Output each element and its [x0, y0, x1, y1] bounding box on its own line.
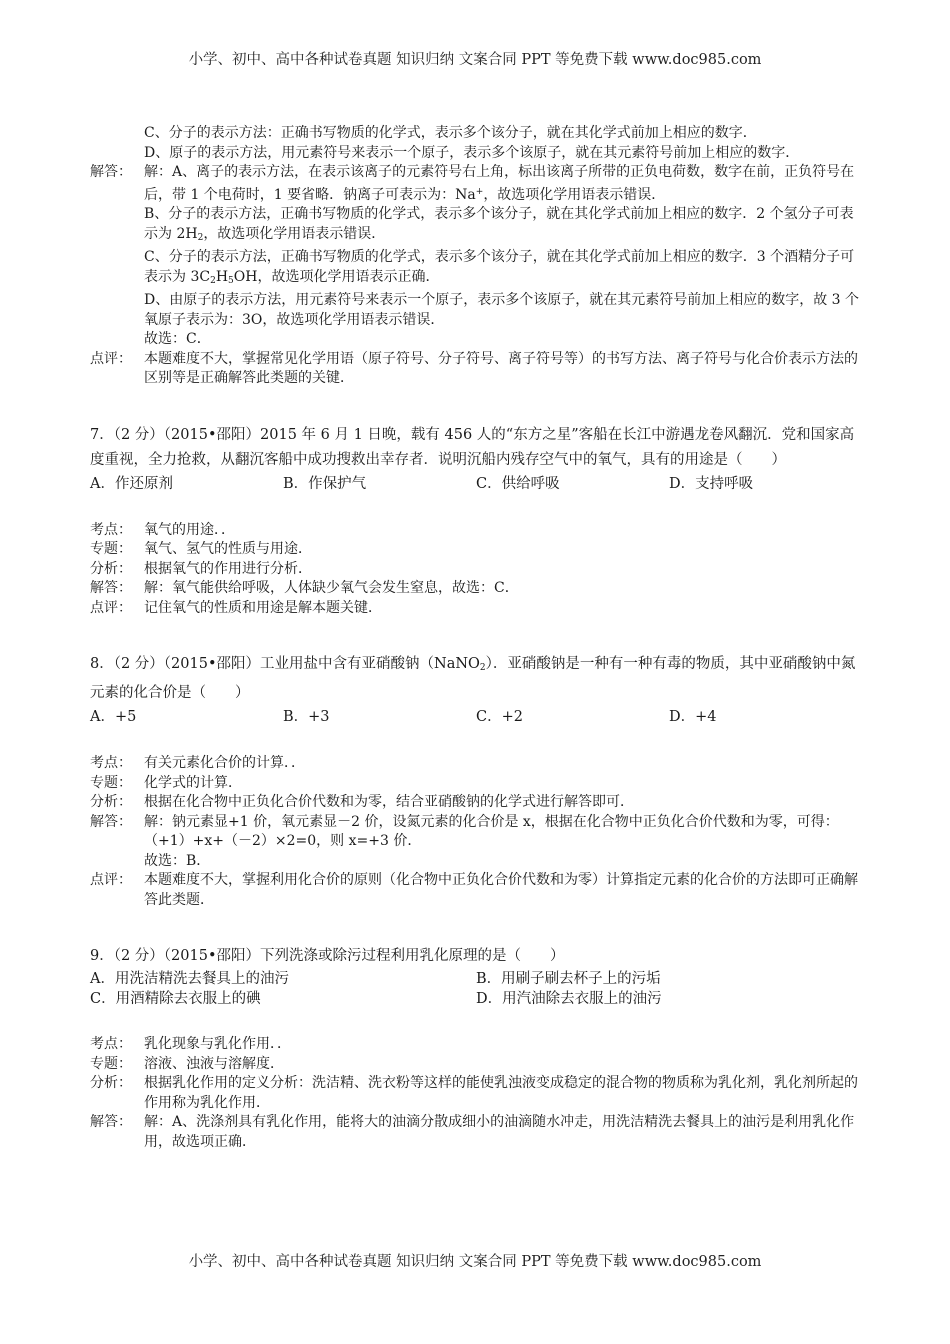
q6-review [90, 350, 862, 389]
q9-options [90, 969, 862, 1009]
q9-option-b: B．用刷子刷去杯子上的污垢 [476, 971, 661, 987]
q6-review-text: 本题难度不大，掌握常见化学用语（原子符号、分子符号、离子符号等）的书写方法、离子符号与化合价表示方法的区别等是正确解答此类题的关键． [144, 350, 858, 386]
q8-option-c: C．+2 [476, 709, 523, 725]
q8-kd: 有关元素化合价的计算．． [144, 755, 305, 771]
q7-stem: 7．（2 分）（2015•邵阳）2015 年 6 月 1 日晚，载有 456 人的“东方之星”客船在长江中游遇龙卷风翻沉．党和国家高度重视，全力抢救，从翻沉客船中成功搜救出幸存者．说明沉船内残存空气中的氧气，具有的用途是（ ） [90, 426, 855, 468]
answer-label: 解答： [90, 580, 132, 596]
q7-review: 记住氧气的性质和用途是解本题关键． [144, 599, 382, 616]
q9-option-a: A．用洗洁精洗去餐具上的油污 [90, 971, 289, 987]
q7-analysis-block [90, 521, 862, 619]
q7-option-a: A．作还原剂 [90, 475, 173, 492]
q8-answer: 解：钠元素显+1 价，氧元素显－2 价，设氮元素的化合价是 x，根据在化合物中正负化合价代数和为零，可得：（+1）+x+（－2）×2=0，则 x=+3 价． [144, 813, 839, 849]
analysis-label: 分析： [90, 560, 132, 577]
kd-label: 考点： [90, 755, 132, 771]
q6-analysis-d: D、原子的表示方法，用元素符号来表示一个原子，表示多个该原子，就在其元素符号前加上相应的数字． [144, 144, 800, 161]
q9-topic: 溶液、浊液与溶解度． [144, 1055, 284, 1072]
topic-label: 专题： [90, 541, 132, 557]
q8-stem: 8．（2 分）（2015•邵阳）工业用盐中含有亚硝酸钠（NaNO$_2$）．亚硝酸钠是一种有一种有毒的物质，其中亚硝酸钠中氮元素的化合价是（ ） [90, 656, 856, 701]
q6-answer-d: D、由原子的表示方法，用元素符号来表示一个原子，表示多个该原子，就在其元素符号前加上相应的数字，故 3 个氧原子表示为：3O，故选项化学用语表示错误． [144, 292, 860, 328]
kd-label: 考点： [90, 521, 132, 538]
analysis-label: 分析： [90, 1075, 132, 1091]
q9-analysis-block [90, 1035, 862, 1152]
q6-answer-c: C、分子的表示方法，正确书写物质的化学式，表示多个该分子，就在其化学式前加上相应的数字．3 个酒精分子可表示为 $3C_2H_5OH$，故选项化学用语表示正确． [144, 249, 855, 286]
q7-options [90, 473, 862, 495]
analysis-label: 分析： [90, 794, 132, 810]
review-label: 点评： [90, 350, 132, 367]
q7-answer: 解：氧气能供给呼吸，人体缺少氧气会发生窒息，故选：C． [144, 580, 519, 596]
q6-answer [90, 163, 862, 350]
q6-analysis-continuation [90, 124, 862, 163]
q7-question [90, 423, 862, 495]
q7-analysis: 根据氧气的作用进行分析． [144, 560, 312, 577]
q9-option-c: C．用酒精除去衣服上的碘 [90, 991, 261, 1007]
q9-option-d: D．用汽油除去衣服上的油污 [476, 991, 662, 1007]
q6-analysis-c: C、分子的表示方法：正确书写物质的化学式，表示多个该分子，就在其化学式前加上相应的数字． [144, 125, 757, 141]
answer-label: 解答： [90, 164, 132, 180]
q9-answer: 解：A、洗涤剂具有乳化作用，能将大的油滴分散成细小的油滴随水冲走，用洗洁精洗去餐具上的油污是利用乳化作用，故选项正确． [144, 1114, 855, 1150]
q8-review: 本题难度不大，掌握利用化合价的原则（化合物中正负化合价代数和为零）计算指定元素的化合价的方法即可正确解答此类题． [144, 872, 858, 908]
q7-topic: 氧气、氢气的性质与用途． [144, 541, 312, 557]
q8-analysis-block [90, 754, 862, 910]
topic-label: 专题： [90, 774, 132, 791]
q7-kd: 氧气的用途．． [144, 521, 235, 538]
q8-question [90, 652, 862, 728]
q6-answer-a: 解：A、离子的表示方法，在表示该离子的元素符号右上角，标出该离子所带的正负电荷数，数字在前，正负符号在后，带 1 个电荷时，1 要省略．钠离子可表示为：Na+，故选项化学用语表示错误． [144, 164, 855, 203]
q6-answer-choice: 故选：C． [144, 331, 211, 347]
q8-option-a: A．+5 [90, 709, 137, 725]
q7-option-b: B．作保护气 [283, 475, 367, 492]
q9-question [90, 944, 862, 1009]
q8-answer-choice: 故选：B． [144, 852, 211, 869]
document-content [90, 124, 862, 1152]
q7-option-c: C．供给呼吸 [476, 475, 560, 492]
review-label: 点评： [90, 599, 132, 616]
q9-stem: 9．（2 分）（2015•邵阳）下列洗涤或除污过程利用乳化原理的是（ ） [90, 948, 565, 964]
q8-topic: 化学式的计算． [144, 774, 242, 791]
page-footer: 小学、初中、高中各种试卷真题 知识归纳 文案合同 PPT 等免费下载 www.doc985.com [188, 1254, 762, 1270]
topic-label: 专题： [90, 1055, 132, 1072]
q6-answer-b: B、分子的表示方法，正确书写物质的化学式，表示多个该分子，就在其化学式前加上相应的数字．2 个氢分子可表示为 $2H_2$，故选项化学用语表示错误． [144, 206, 854, 243]
kd-label: 考点： [90, 1036, 132, 1052]
answer-label: 解答： [90, 1114, 132, 1130]
q7-option-d: D．支持呼吸 [669, 475, 754, 492]
q8-option-d: D．+4 [669, 709, 717, 725]
q8-analysis: 根据在化合物中正负化合价代数和为零，结合亚硝酸钠的化学式进行解答即可． [144, 794, 634, 810]
answer-label: 解答： [90, 813, 132, 830]
q9-kd: 乳化现象与乳化作用．． [144, 1036, 291, 1052]
q8-option-b: B．+3 [283, 709, 330, 725]
q9-analysis: 根据乳化作用的定义分析：洗洁精、洗衣粉等这样的能使乳浊液变成稳定的混合物的物质称为乳化剂，乳化剂所起的作用称为乳化作用． [144, 1075, 858, 1111]
page-header: 小学、初中、高中各种试卷真题 知识归纳 文案合同 PPT 等免费下载 www.doc985.com [188, 52, 762, 68]
q8-options [90, 706, 862, 728]
review-label: 点评： [90, 872, 132, 888]
